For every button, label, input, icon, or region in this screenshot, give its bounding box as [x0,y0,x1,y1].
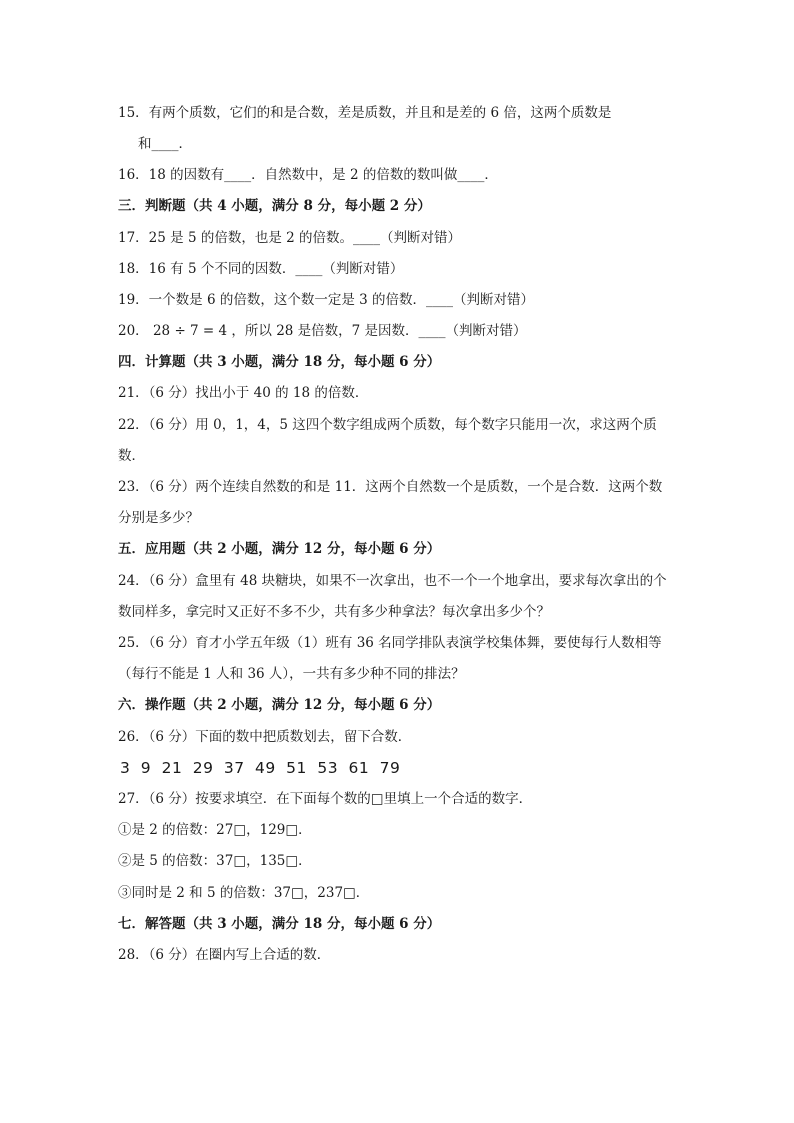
question-15-line-2: 和____． [138,136,192,152]
question-18: 18．16 有 5 个不同的因数．____（判断对错） [118,261,404,277]
section-heading-judgment: 三．判断题（共 4 小题，满分 8 分，每小题 2 分） [118,198,431,214]
question-16: 16．18 的因数有____．自然数中，是 2 的倍数的数叫做____． [118,167,498,183]
section-heading-answer: 七．解答题（共 3 小题，满分 18 分，每小题 6 分） [118,916,441,932]
question-21: 21．（6 分）找出小于 40 的 18 的倍数． [118,385,369,401]
question-27-part-1: ①是 2 的倍数：27□，129□． [118,822,312,838]
question-23-line-1: 23．（6 分）两个连续自然数的和是 11．这两个自然数一个是质数，一个是合数．这两个数 [118,479,663,495]
question-22-line-1: 22．（6 分）用 0，1，4，5 这四个数字组成两个质数，每个数字只能用一次，求这两个质 [118,417,657,433]
question-24-line-1: 24．（6 分）盒里有 48 块糖块，如果不一次拿出，也不一个一个地拿出，要求每次拿出的个 [118,573,667,589]
question-15-line-1: 15．有两个质数，它们的和是合数，差是质数，并且和是差的 6 倍，这两个质数是 [118,105,612,121]
question-17: 17．25 是 5 的倍数，也是 2 的倍数。____（判断对错） [118,230,461,246]
question-27-part-3: ③同时是 2 和 5 的倍数：37□，237□． [118,885,370,901]
question-20: 20． 28 ÷ 7 = 4 ，所以 28 是倍数，7 是因数．____（判断对错） [118,323,527,339]
question-24-line-2: 数同样多，拿完时又正好不多不少，共有多少种拿法？每次拿出多少个？ [118,604,550,620]
question-25-line-1: 25．（6 分）育才小学五年级（1）班有 36 名同学排队表演学校集体舞，要使每行人数相等 [118,635,662,651]
number-list: 3 9 21 29 37 49 51 53 61 79 [120,759,401,777]
question-27: 27．（6 分）按要求填空．在下面每个数的□里填上一个合适的数字． [118,791,533,807]
question-26: 26．（6 分）下面的数中把质数划去，留下合数． [118,729,412,745]
question-22-line-2: 数． [118,448,145,464]
question-27-part-2: ②是 5 的倍数：37□，135□． [118,853,312,869]
section-heading-operation: 六．操作题（共 2 小题，满分 12 分，每小题 6 分） [118,697,441,713]
section-heading-calculation: 四．计算题（共 3 小题，满分 18 分，每小题 6 分） [118,354,441,370]
question-19: 19．一个数是 6 的倍数，这个数一定是 3 的倍数．____（判断对错） [118,292,535,308]
question-28: 28．（6 分）在圈内写上合适的数． [118,947,331,963]
question-23-line-2: 分别是多少？ [118,510,199,526]
question-25-line-2: （每行不能是 1 人和 36 人），一共有多少种不同的排法？ [118,666,465,682]
section-heading-application: 五．应用题（共 2 小题，满分 12 分，每小题 6 分） [118,541,441,557]
